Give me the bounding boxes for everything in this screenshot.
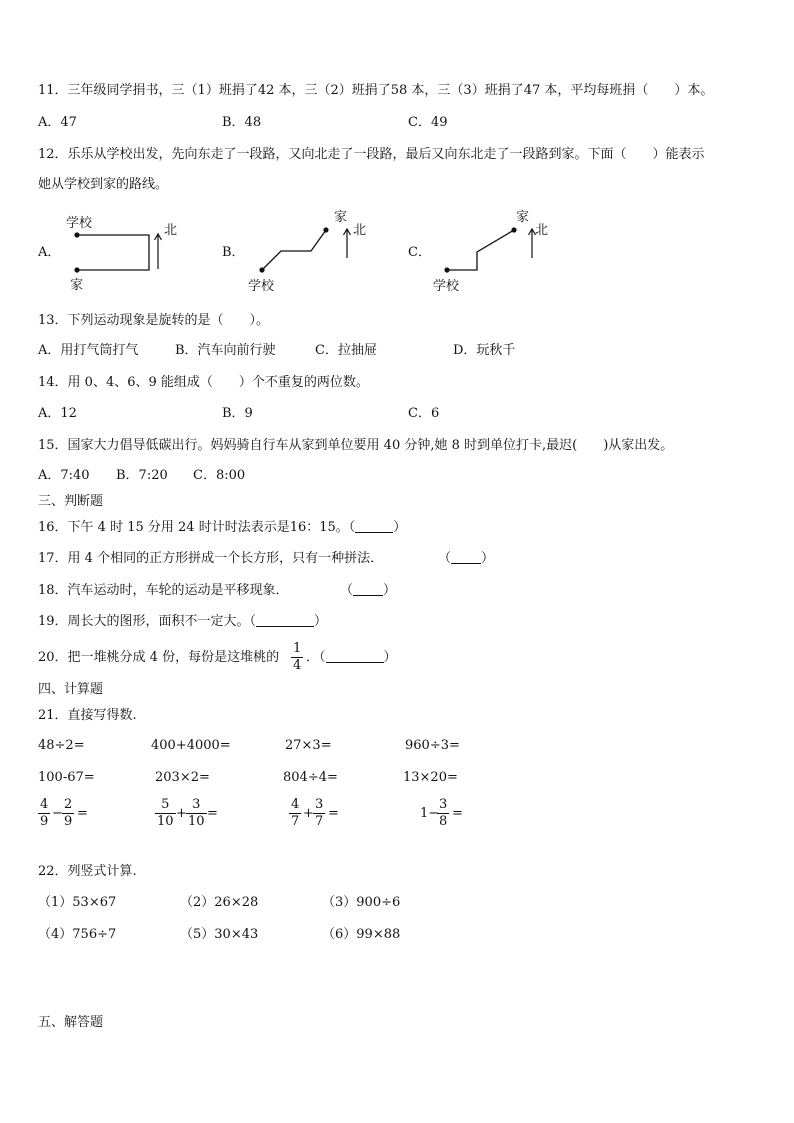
fraction [186,797,207,830]
section-title-judgement: 三、判断题 [38,494,104,509]
fig-c-home-label: 家 [516,210,530,225]
q13-option-a: A．用打气筒打气 [38,343,139,358]
answer-blank[interactable] [256,614,314,627]
q22-item: （3）900÷6 [322,895,401,910]
q15-option-b: B．7:20 [116,468,168,483]
q17-open: （ [438,551,452,566]
fig-b-route [255,225,355,295]
fig-a-route [70,225,170,295]
q12-stem-line1: 12．乐乐从学校出发，先向东走了一段路，又向北走了一段路，最后又向东北走了一段路到家。下面（ ）能表示 [38,147,705,162]
q19 [38,614,327,630]
denominator: 9 [64,814,73,829]
numerator: 3 [439,797,448,812]
fig-a-north-label: 北 [164,223,178,238]
q17-stem: 17．用 4 个相同的正方形拼成一个长方形，只有一种拼法． [38,551,384,566]
q20-tail [306,650,397,666]
q16-stem: 16．下午 4 时 15 分用 24 时计时法表示是16：15。（ [38,520,356,535]
fraction [289,797,301,830]
q20-tail-open: ．（ [306,650,326,665]
numerator: 2 [64,797,73,812]
fig-a-school-label: 学校 [66,216,93,231]
q20-end: ） [383,650,397,665]
lead-term: 1− [420,806,440,821]
operator: + [303,806,314,821]
q19-stem: 19．周长大的图形，面积不一定大。（ [38,614,257,629]
q21-stem: 21．直接写得数. [38,708,137,723]
q22-item: （5）30×43 [180,927,259,942]
fig-c-route [440,225,550,295]
q22-item: （4）756÷7 [38,927,117,942]
fraction [155,797,176,830]
section-title-solutions: 五、解答题 [38,1015,104,1030]
q20-fraction [291,641,303,674]
q20-frac-numerator: 1 [293,641,302,656]
q21-item: 13×20= [403,770,458,785]
q14-option-c: C．6 [408,406,440,421]
equals: = [207,806,218,821]
q18-end: ） [383,583,397,598]
q14-stem: 14．用 0、4、6、9 能组成（ ）个不重复的两位数。 [38,375,369,390]
q13-option-b: B．汽车向前行驶 [175,343,276,358]
fig-b-home-label: 家 [334,210,348,225]
equals: = [452,806,463,821]
q21-item: 203×2= [155,770,210,785]
q14-option-a: A．12 [38,406,77,421]
q14-option-b: B．9 [222,406,253,421]
q18 [38,583,289,599]
q16 [38,520,406,536]
numerator: 3 [186,797,207,814]
equals: = [328,806,339,821]
fraction [437,797,449,830]
numerator: 4 [291,797,300,812]
numerator: 3 [315,797,324,812]
q12-stem-line2: 她从学校到家的路线。 [38,177,169,192]
operator: + [176,806,187,821]
q22-stem: 22．列竖式计算. [38,864,137,879]
q11-stem: 11．三年级同学捐书，三（1）班捐了42 本，三（2）班捐了58 本，三（3）班捐了47 本，平均每班捐（ ）本。 [38,83,714,98]
q13-option-d: D．玩秋千 [453,343,516,358]
fig-a-home-label: 家 [70,278,84,293]
denominator: 7 [291,814,300,829]
q20-frac-denominator: 4 [293,658,302,673]
denominator: 9 [40,814,49,829]
q15-option-c: C．8:00 [193,468,246,483]
q20-stem: 20．把一堆桃分成 4 份，每份是这堆桃的 [38,650,280,665]
answer-blank[interactable] [355,520,393,533]
fraction [38,797,50,830]
q22-item: （2）26×28 [180,895,259,910]
q22-item: （6）99×88 [322,927,401,942]
q16-end: ） [393,520,407,535]
equals: = [77,806,88,821]
q21-item: 27×3= [285,738,332,753]
q15-option-a: A．7:40 [38,468,90,483]
q18-answer [340,583,396,599]
answer-blank[interactable] [353,583,383,596]
numerator: 5 [155,797,176,814]
q11-option-a: A．47 [38,115,77,130]
operator: − [52,806,63,821]
fig-b-north-label: 北 [353,223,367,238]
section-title-calculation: 四、计算题 [38,682,104,697]
answer-blank[interactable] [326,650,384,663]
q22-item: （1）53×67 [38,895,117,910]
q21-item: 400+4000= [151,738,231,753]
q21-item: 48÷2= [38,738,85,753]
q13-option-c: C．拉抽屉 [315,343,377,358]
denominator: 7 [315,814,324,829]
fraction [62,797,74,830]
q19-end: ） [314,614,328,629]
q15-stem: 15．国家大力倡导低碳出行。妈妈骑自行车从家到单位要用 40 分钟,她 8 时到单位打卡,最迟( )从家出发。 [38,438,674,453]
q12-option-a: A． [38,245,61,260]
q17-end: ） [481,551,495,566]
fig-c-school-label: 学校 [433,279,460,294]
fraction [313,797,325,830]
q12-option-c: C． [408,245,431,260]
fig-c-north-label: 北 [535,223,549,238]
q21-item: 804÷4= [283,770,338,785]
denominator: 8 [439,814,448,829]
denominator: 10 [188,814,205,829]
q12-option-b: B． [222,245,245,260]
answer-blank[interactable] [451,551,481,564]
q21-item: 100-67= [38,770,95,785]
numerator: 4 [40,797,49,812]
q18-stem: 18．汽车运动时，车轮的运动是平移现象． [38,583,289,598]
q11-option-b: B．48 [222,115,262,130]
q21-item: 960÷3= [405,738,460,753]
fig-b-school-label: 学校 [248,279,275,294]
q17-answer [438,551,494,567]
q13-stem: 13．下列运动现象是旋转的是（ ）。 [38,313,270,328]
q18-open: （ [340,583,354,598]
denominator: 10 [157,814,174,829]
q17 [38,551,383,567]
q11-option-c: C．49 [408,115,448,130]
